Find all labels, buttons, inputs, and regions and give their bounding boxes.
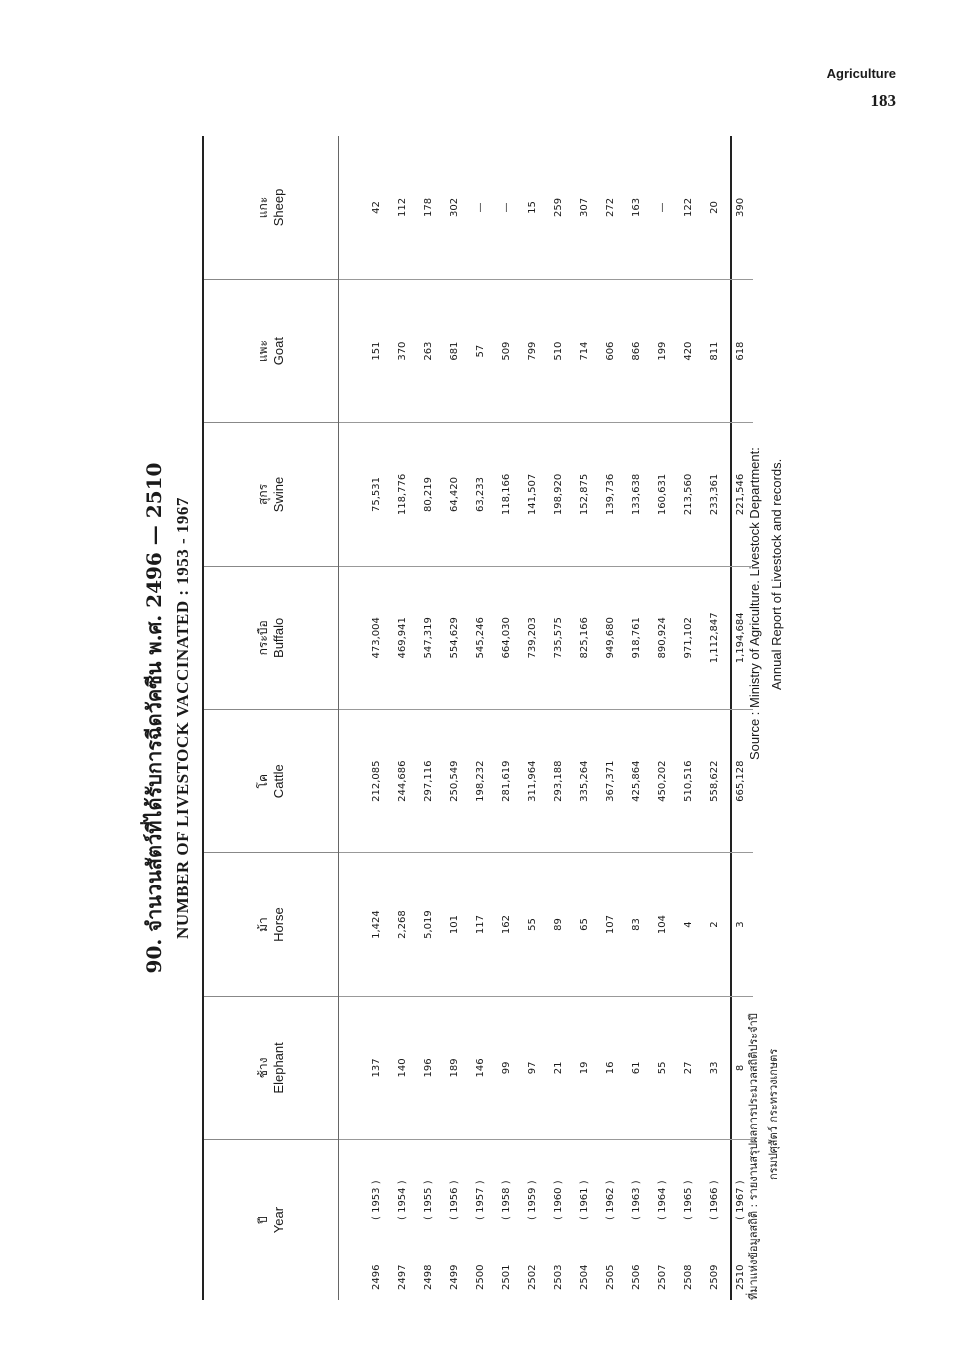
elephant-cell: 189	[441, 996, 467, 1139]
horse-cell: 107	[597, 853, 623, 996]
horse-cell: 117	[467, 853, 493, 996]
swine-cell: 141,507	[519, 423, 545, 566]
year-be: 2496	[370, 1264, 382, 1290]
page-number: 183	[870, 91, 896, 110]
table-body	[339, 136, 754, 1300]
column-header-swine	[204, 423, 339, 566]
goat-cell: 199	[649, 279, 675, 422]
swine-cell: 64,420	[441, 423, 467, 566]
header-en: Sheep	[271, 188, 286, 227]
year-be: 2498	[422, 1264, 434, 1290]
sheep-cell: 272	[597, 136, 623, 279]
year-cell	[649, 1140, 675, 1300]
swine-cell: 139,736	[597, 423, 623, 566]
goat-cell: 618	[727, 279, 753, 422]
buffalo-cell: 918,761	[623, 566, 649, 709]
year-be: 2503	[552, 1264, 564, 1290]
sheep-cell: 178	[415, 136, 441, 279]
buffalo-cell: 545,246	[467, 566, 493, 709]
source-english-line2: Annual Report of Livestock and records.	[769, 458, 784, 690]
sheep-cell: 112	[389, 136, 415, 279]
cattle-cell: 665,128	[727, 710, 753, 853]
section-title: Agriculture	[826, 66, 896, 81]
swine-cell: 198,920	[545, 423, 571, 566]
column-header-cattle	[204, 710, 339, 853]
year-ad: ( 1962 )	[604, 1180, 616, 1220]
table-row	[597, 136, 623, 1300]
horse-cell: 2,268	[389, 853, 415, 996]
goat-cell: 57	[467, 279, 493, 422]
year-cell	[441, 1140, 467, 1300]
swine-cell: 80,219	[415, 423, 441, 566]
table-row	[649, 136, 675, 1300]
horse-cell: 83	[623, 853, 649, 996]
cattle-cell: 367,371	[597, 710, 623, 853]
table-row	[545, 136, 571, 1300]
elephant-cell: 55	[649, 996, 675, 1139]
horse-cell: 3	[727, 853, 753, 996]
horse-cell: 5,019	[415, 853, 441, 996]
elephant-cell: 196	[415, 996, 441, 1139]
goat-cell: 509	[493, 279, 519, 422]
rotated-table-block	[140, 136, 800, 1300]
source-english-line1: Source : Ministry of Agriculture. Livestock Department:	[747, 447, 762, 760]
year-ad: ( 1953 )	[370, 1180, 382, 1220]
sheep-cell: 259	[545, 136, 571, 279]
year-cell	[571, 1140, 597, 1300]
year-be: 2500	[474, 1264, 486, 1290]
year-ad: ( 1957 )	[474, 1180, 486, 1220]
year-cell	[519, 1140, 545, 1300]
header-en: Swine	[271, 476, 286, 513]
buffalo-cell: 664,030	[493, 566, 519, 709]
page-header	[827, 66, 896, 112]
buffalo-cell: 469,941	[389, 566, 415, 709]
table-row	[339, 136, 390, 1300]
elephant-cell: 97	[519, 996, 545, 1139]
table-title-thai: 90. จำนวนสัตว์ที่ได้รับการฉีดวัคซีน พ.ศ. 2496 — 2510	[142, 462, 166, 974]
source-footer	[740, 136, 800, 1300]
year-be: 2499	[448, 1264, 460, 1290]
sheep-cell: 122	[675, 136, 701, 279]
year-cell	[415, 1140, 441, 1300]
header-en: Horse	[271, 907, 286, 942]
column-header-year	[204, 1140, 339, 1300]
sheep-cell: —	[493, 136, 519, 279]
elephant-cell: 137	[339, 996, 390, 1139]
cattle-cell: 425,864	[623, 710, 649, 853]
goat-cell: 606	[597, 279, 623, 422]
year-ad: ( 1954 )	[396, 1180, 408, 1220]
buffalo-cell: 949,680	[597, 566, 623, 709]
year-ad: ( 1959 )	[526, 1180, 538, 1220]
horse-cell: 4	[675, 853, 701, 996]
elephant-cell: 99	[493, 996, 519, 1139]
year-ad: ( 1960 )	[552, 1180, 564, 1220]
elephant-cell: 61	[623, 996, 649, 1139]
goat-cell: 151	[339, 279, 390, 422]
goat-cell: 370	[389, 279, 415, 422]
year-cell	[623, 1140, 649, 1300]
cattle-cell: 311,964	[519, 710, 545, 853]
table-row	[623, 136, 649, 1300]
swine-cell: 213,560	[675, 423, 701, 566]
year-be: 2507	[656, 1264, 668, 1290]
cattle-cell: 510,516	[675, 710, 701, 853]
livestock-table-container	[202, 136, 746, 1300]
livestock-vaccinated-table	[204, 136, 753, 1300]
header-en: Cattle	[271, 764, 286, 799]
year-cell	[467, 1140, 493, 1300]
goat-cell: 263	[415, 279, 441, 422]
elephant-cell: 33	[701, 996, 727, 1139]
swine-cell: 221,546	[727, 423, 753, 566]
sheep-cell: 302	[441, 136, 467, 279]
swine-cell: 63,233	[467, 423, 493, 566]
year-cell	[339, 1140, 390, 1300]
elephant-cell: 140	[389, 996, 415, 1139]
header-thai: สุกร	[256, 483, 270, 505]
table-row	[467, 136, 493, 1300]
swine-cell: 160,631	[649, 423, 675, 566]
table-title-english: NUMBER OF LIVESTOCK VACCINATED : 1953 - 1967	[173, 497, 192, 939]
table-row	[701, 136, 727, 1300]
year-ad: ( 1966 )	[708, 1180, 720, 1220]
source-thai-line2: กรมปศุสัตว์ กระทรวงเกษตร	[767, 1048, 780, 1180]
year-cell	[389, 1140, 415, 1300]
table-row	[389, 136, 415, 1300]
table-row	[493, 136, 519, 1300]
swine-cell: 152,875	[571, 423, 597, 566]
header-en: Year	[271, 1206, 286, 1234]
column-header-horse	[204, 853, 339, 996]
buffalo-cell: 1,194,684	[727, 566, 753, 709]
sheep-cell: 15	[519, 136, 545, 279]
elephant-cell: 16	[597, 996, 623, 1139]
buffalo-cell: 473,004	[339, 566, 390, 709]
year-be: 2504	[578, 1264, 590, 1290]
goat-cell: 681	[441, 279, 467, 422]
year-ad: ( 1955 )	[422, 1180, 434, 1220]
cattle-cell: 450,202	[649, 710, 675, 853]
year-ad: ( 1967 )	[734, 1180, 746, 1220]
year-ad: ( 1958 )	[500, 1180, 512, 1220]
goat-cell: 714	[571, 279, 597, 422]
year-ad: ( 1965 )	[682, 1180, 694, 1220]
elephant-cell: 19	[571, 996, 597, 1139]
swine-cell: 118,776	[389, 423, 415, 566]
goat-cell: 866	[623, 279, 649, 422]
buffalo-cell: 547,319	[415, 566, 441, 709]
year-be: 2509	[708, 1264, 720, 1290]
year-cell	[545, 1140, 571, 1300]
header-thai: แกะ	[256, 196, 270, 219]
buffalo-cell: 890,924	[649, 566, 675, 709]
sheep-cell: 42	[339, 136, 390, 279]
cattle-cell: 335,264	[571, 710, 597, 853]
table-row	[571, 136, 597, 1300]
elephant-cell: 8	[727, 996, 753, 1139]
year-cell	[675, 1140, 701, 1300]
cattle-cell: 281,619	[493, 710, 519, 853]
year-ad: ( 1964 )	[656, 1180, 668, 1220]
elephant-cell: 21	[545, 996, 571, 1139]
elephant-cell: 146	[467, 996, 493, 1139]
horse-cell: 89	[545, 853, 571, 996]
goat-cell: 510	[545, 279, 571, 422]
header-thai: แพะ	[256, 340, 270, 363]
swine-cell: 75,531	[339, 423, 390, 566]
header-en: Buffalo	[271, 617, 286, 658]
horse-cell: 104	[649, 853, 675, 996]
source-thai	[744, 760, 784, 1300]
year-cell	[597, 1140, 623, 1300]
year-be: 2505	[604, 1264, 616, 1290]
goat-cell: 799	[519, 279, 545, 422]
sheep-cell: 163	[623, 136, 649, 279]
cattle-cell: 297,116	[415, 710, 441, 853]
year-ad: ( 1963 )	[630, 1180, 642, 1220]
header-thai: กระบือ	[256, 620, 270, 656]
elephant-cell: 27	[675, 996, 701, 1139]
year-ad: ( 1961 )	[578, 1180, 590, 1220]
cattle-cell: 558,622	[701, 710, 727, 853]
sheep-cell: —	[649, 136, 675, 279]
buffalo-cell: 971,102	[675, 566, 701, 709]
horse-cell: 65	[571, 853, 597, 996]
goat-cell: 811	[701, 279, 727, 422]
horse-cell: 1,424	[339, 853, 390, 996]
swine-cell: 118,166	[493, 423, 519, 566]
header-thai: โค	[256, 773, 270, 789]
header-row	[204, 136, 339, 1300]
cattle-cell: 212,085	[339, 710, 390, 853]
year-be: 2508	[682, 1264, 694, 1290]
year-cell	[701, 1140, 727, 1300]
horse-cell: 101	[441, 853, 467, 996]
goat-cell: 420	[675, 279, 701, 422]
buffalo-cell: 554,629	[441, 566, 467, 709]
table-row	[519, 136, 545, 1300]
header-thai: ปี	[256, 1216, 270, 1224]
horse-cell: 55	[519, 853, 545, 996]
sheep-cell: 307	[571, 136, 597, 279]
cattle-cell: 250,549	[441, 710, 467, 853]
column-header-sheep	[204, 136, 339, 279]
column-header-buffalo	[204, 566, 339, 709]
cattle-cell: 198,232	[467, 710, 493, 853]
header-thai: ช้าง	[256, 1057, 270, 1079]
column-header-elephant	[204, 996, 339, 1139]
swine-cell: 133,638	[623, 423, 649, 566]
buffalo-cell: 825,166	[571, 566, 597, 709]
source-english	[744, 140, 788, 760]
swine-cell: 233,361	[701, 423, 727, 566]
year-be: 2502	[526, 1264, 538, 1290]
column-header-goat	[204, 279, 339, 422]
table-row	[675, 136, 701, 1300]
horse-cell: 162	[493, 853, 519, 996]
year-be: 2510	[734, 1264, 746, 1290]
cattle-cell: 293,188	[545, 710, 571, 853]
header-en: Elephant	[271, 1042, 286, 1094]
header-thai: ม้า	[256, 917, 270, 932]
sheep-cell: 20	[701, 136, 727, 279]
year-be: 2506	[630, 1264, 642, 1290]
table-row	[415, 136, 441, 1300]
year-be: 2501	[500, 1264, 512, 1290]
sheep-cell: 390	[727, 136, 753, 279]
source-thai-line1: ที่มาแห่งข้อมูลสถิติ : รายงานสรุปผลการประมวลสถิติประจำปี	[747, 1013, 760, 1300]
table-row	[441, 136, 467, 1300]
year-ad: ( 1956 )	[448, 1180, 460, 1220]
sheep-cell: —	[467, 136, 493, 279]
buffalo-cell: 735,575	[545, 566, 571, 709]
cattle-cell: 244,686	[389, 710, 415, 853]
year-cell	[493, 1140, 519, 1300]
buffalo-cell: 1,112,847	[701, 566, 727, 709]
buffalo-cell: 739,203	[519, 566, 545, 709]
horse-cell: 2	[701, 853, 727, 996]
year-be: 2497	[396, 1264, 408, 1290]
header-en: Goat	[271, 337, 286, 366]
